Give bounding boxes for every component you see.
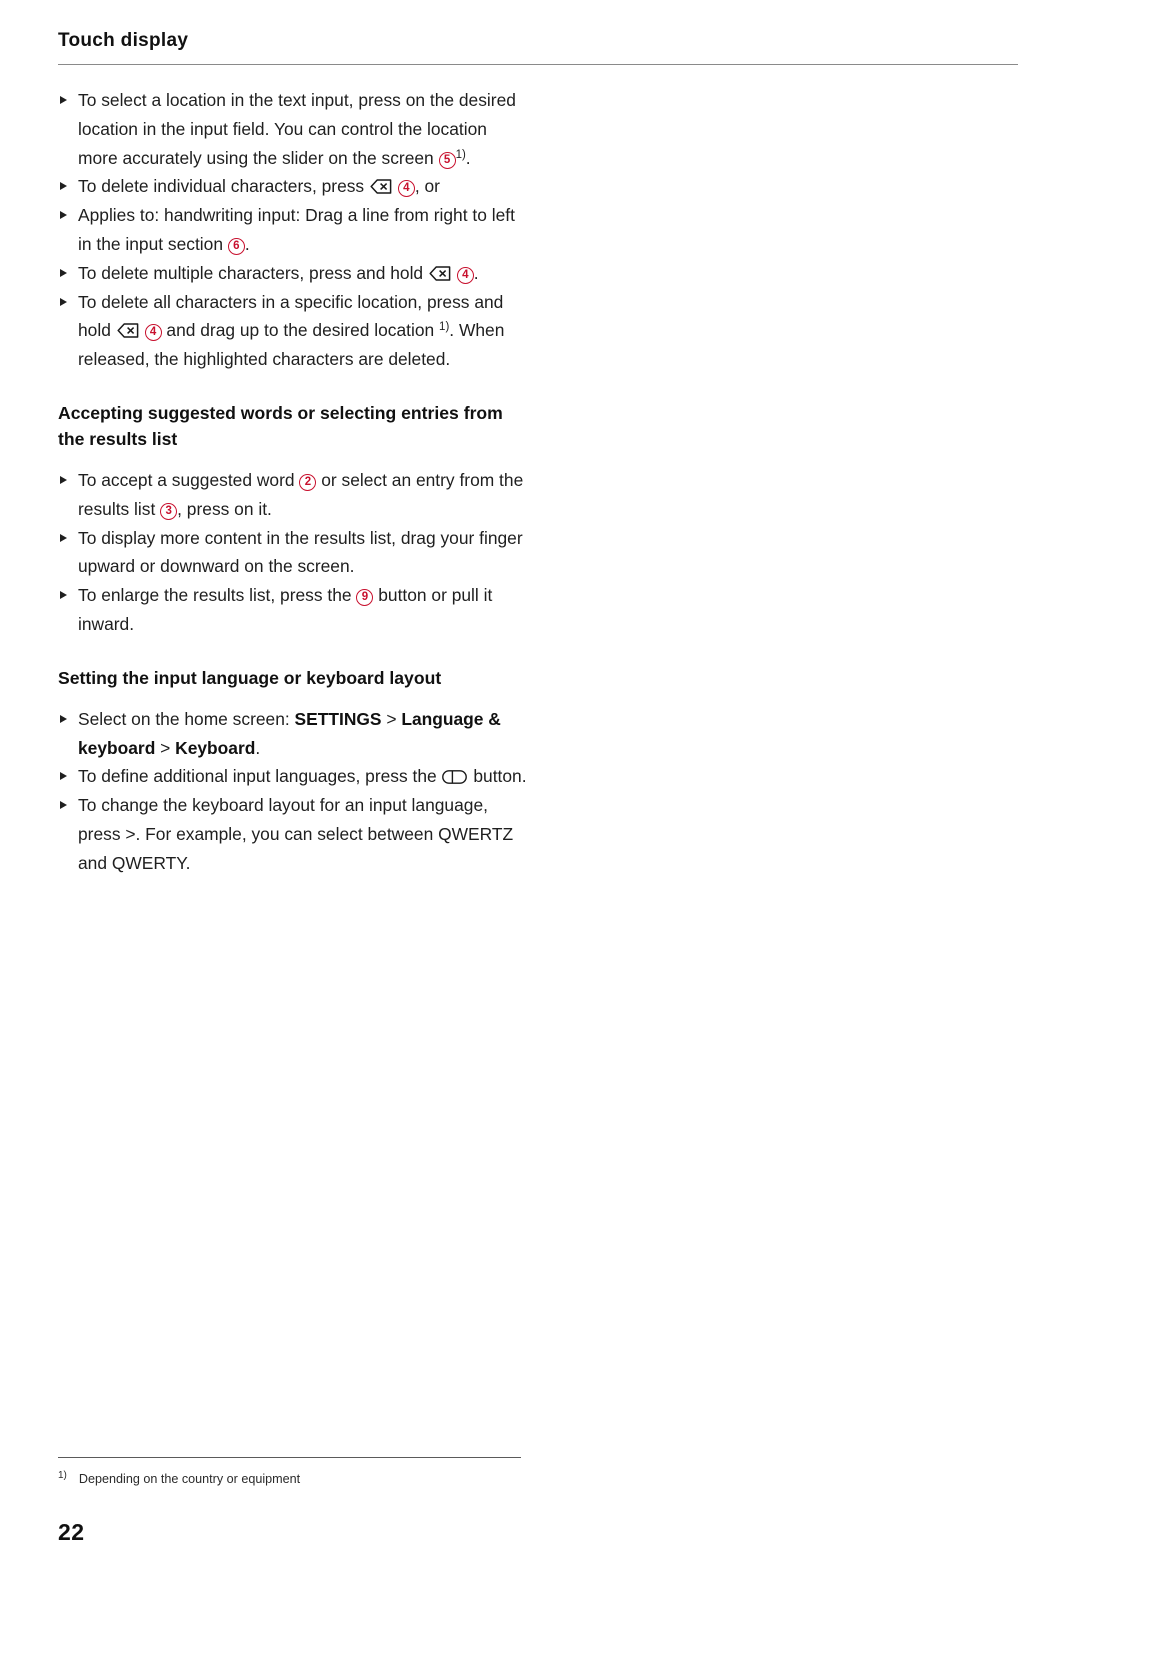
list-item-text: . [255, 737, 261, 758]
spacer [58, 374, 528, 400]
page-title: Touch display [58, 30, 189, 51]
menu-path-label: Language & keyboard [78, 708, 501, 758]
callout-number-9: 9 [356, 589, 373, 606]
list-item [58, 86, 528, 172]
list-item-text: and drag up to the desired location [161, 320, 440, 341]
list-item-text: To enlarge the results list, press the [78, 585, 357, 606]
list-item-text: button or pull it inward. [78, 585, 493, 634]
list-item-text: To display more content in the results list, drag your finger upward or downward on the screen. [78, 527, 523, 577]
list-item-text: To change the keyboard layout for an input language, press >. For example, you can select between QWERTZ and QWERTY. [78, 795, 514, 873]
header-rule [58, 64, 1018, 65]
bullet-triangle-icon [60, 591, 67, 599]
running-header [58, 28, 1018, 54]
list-item [58, 791, 528, 877]
list-item-text: To define additional input languages, press the [78, 766, 442, 787]
footnote [58, 1470, 528, 1488]
list-item [58, 705, 528, 763]
footnote-reference: 1) [439, 321, 450, 334]
list-item [58, 172, 528, 201]
list-item [58, 762, 528, 791]
list-item-text: Applies to: handwriting input: Drag a line from right to left in the input section [78, 205, 515, 254]
callout-number-3: 3 [160, 503, 177, 520]
bullet-triangle-icon [60, 476, 67, 484]
bullet-triangle-icon [60, 298, 67, 306]
bullet-triangle-icon [60, 534, 67, 542]
footnote-text: Depending on the country or equipment [78, 1472, 301, 1486]
list-item [58, 524, 528, 582]
callout-number-4: 4 [398, 180, 415, 197]
bullet-list-text-input [58, 86, 528, 374]
bullet-triangle-icon [60, 715, 67, 723]
footnote-marker: 1) [58, 1470, 67, 1481]
list-item-text [140, 320, 145, 340]
list-item-text: > [155, 737, 176, 758]
menu-path-label: Keyboard [175, 737, 256, 758]
list-item-text: > [381, 708, 402, 729]
list-item [58, 259, 528, 288]
list-item [58, 466, 528, 524]
callout-number-6: 6 [228, 238, 245, 255]
list-item-text: To delete all characters in a specific location, press and hold [78, 291, 504, 341]
backspace-icon [117, 323, 139, 338]
spacer [58, 639, 528, 665]
list-item-text: , or [414, 176, 440, 197]
list-item-text: . [244, 233, 250, 254]
spacer [58, 691, 528, 705]
bullet-triangle-icon [60, 96, 67, 104]
list-item-text: To delete individual characters, press [78, 176, 369, 197]
callout-number-2: 2 [299, 474, 316, 491]
bullet-triangle-icon [60, 182, 67, 190]
list-item-text: button. [468, 766, 527, 787]
text-column [58, 86, 528, 878]
list-item-text: . [473, 262, 479, 283]
spacer [58, 452, 528, 466]
section-heading-accepting-suggested-words: Accepting suggested words or selecting entries from the results list [58, 402, 503, 449]
list-item-text [452, 263, 457, 283]
list-item-text: To delete multiple characters, press and hold [78, 262, 428, 283]
list-item-text: To accept a suggested word [78, 469, 300, 490]
callout-number-5: 5 [439, 152, 456, 169]
callout-number-4: 4 [145, 324, 162, 341]
list-item-text: To select a location in the text input, press on the desired location in the input field. You can control the location more accurately using the slider on the screen [78, 90, 516, 168]
backspace-icon [429, 266, 451, 281]
bullet-list-language [58, 705, 528, 878]
section-heading-input-language: Setting the input language or keyboard layout [58, 667, 442, 688]
bullet-triangle-icon [60, 801, 67, 809]
bullet-triangle-icon [60, 211, 67, 219]
footnote-reference: 1) [455, 148, 466, 161]
footnote-rule [58, 1457, 521, 1458]
list-item-text: . [465, 147, 471, 168]
language-oval-button-icon [442, 770, 467, 784]
bullet-triangle-icon [60, 772, 67, 780]
list-item-text: , press on it. [177, 498, 272, 519]
list-item-text: . When released, the highlighted characters are deleted. [78, 320, 505, 370]
list-item [58, 288, 528, 374]
list-item [58, 581, 528, 639]
bullet-triangle-icon [60, 269, 67, 277]
bullet-list-results [58, 466, 528, 639]
callout-number-4: 4 [457, 267, 474, 284]
backspace-icon [370, 179, 392, 194]
menu-path-label: SETTINGS [294, 708, 382, 729]
list-item-text: or select an entry from the results list [78, 469, 524, 519]
list-item-text: Select on the home screen: [78, 708, 295, 729]
page-number: 22 [58, 1519, 85, 1545]
list-item [58, 201, 528, 259]
